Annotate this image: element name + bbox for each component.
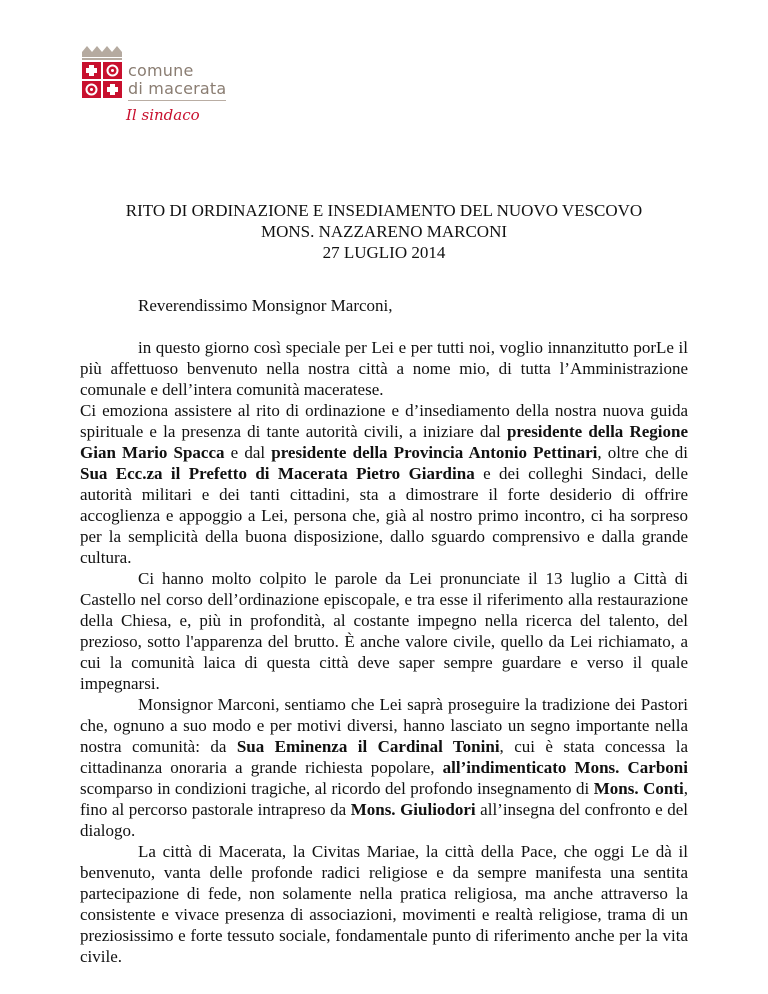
- logo-divider: [128, 100, 226, 101]
- paragraph-3: Ci hanno molto colpito le parole da Lei pronunciate il 13 luglio a Città di Castello nel corso dell’ordinazione episcopale, e tra esse il riferimento alla restaurazione della Chiesa, e, più in profondità, al costante impegno nella ricerca del talento, del prezioso, sotto l'apparenza del brutto. È anche valore civile, quello da Lei richiamato, a cui la comunità laica di questa città deve saper sempre guardare e verso il quale impegnarsi.: [80, 569, 688, 693]
- document-title: [80, 200, 688, 263]
- letter-body: [80, 200, 688, 967]
- paragraph-4: Monsignor Marconi, sentiamo che Lei saprà proseguire la tradizione dei Pastori che, ognuno a suo modo e per motivi diversi, hanno lasciato un segno importante nella nostra comunità: da Sua Eminenza il Cardinal Tonini, cui è stata concessa la cittadinanza onoraria a grande richiesta popolare, all’indimenticato Mons. Carboni scomparso in condizioni tragiche, al ricordo del profondo insegnamento di Mons. Conti, fino al percorso pastorale intrapreso da Mons. Giuliodori all’insegna del confronto e del dialogo.: [80, 695, 689, 840]
- logo-text-macerata: di macerata: [128, 79, 227, 98]
- logo-text-comune: comune: [128, 61, 194, 80]
- paragraph-2: Ci emoziona assistere al rito di ordinazione e d’insediamento della nostra nuova guida spirituale e la presenza di tante autorità civili, a iniziare dal presidente della Regione Gian Mario Spacca e dal presidente della Provincia Antonio Pettinari, oltre che di Sua Ecc.za il Prefetto di Macerata Pietro Giardina e dei colleghi Sindaci, delle autorità militari e dei tanti cittadini, sta a dimostrare il forte desiderio di offrire accoglienza e appoggio a Lei, persona che, già al nostro primo incontro, ci ha sorpreso per la semplicità della buona disposizione, dallo sguardo comprensivo e dalla grande cultura.: [80, 401, 689, 567]
- title-line-1: RITO DI ORDINAZIONE E INSEDIAMENTO DEL NUOVO VESCOVO: [125, 201, 643, 220]
- title-line-2: MONS. NAZZARENO MARCONI: [260, 222, 508, 241]
- coat-of-arms-icon: [80, 44, 124, 100]
- salutation: Reverendissimo Monsignor Marconi,: [138, 296, 393, 315]
- paragraph-1: in questo giorno così speciale per Lei e per tutti noi, voglio innanzitutto porLe il più affettuoso benvenuto nella nostra città a nome mio, di tutta l’Amministrazione comunale e dell’intera comunità maceratese.: [80, 338, 688, 399]
- comune-logo: [80, 44, 260, 124]
- paragraph-5: La città di Macerata, la Civitas Mariae, la città della Pace, che oggi Le dà il benvenuto, vanta delle profonde radici religiose e da sempre manifesta una sentita partecipazione di fede, non solamente nella pratica religiosa, ma anche attraverso la consistente e vivace presenza di associazioni, movimenti e realtà religiose, trama di un preziosissimo e forte tessuto sociale, fondamentale punto di riferimento anche per la vita civile.: [80, 842, 688, 966]
- logo-subtitle: Il sindaco: [126, 106, 200, 124]
- title-line-3: 27 LUGLIO 2014: [322, 243, 446, 262]
